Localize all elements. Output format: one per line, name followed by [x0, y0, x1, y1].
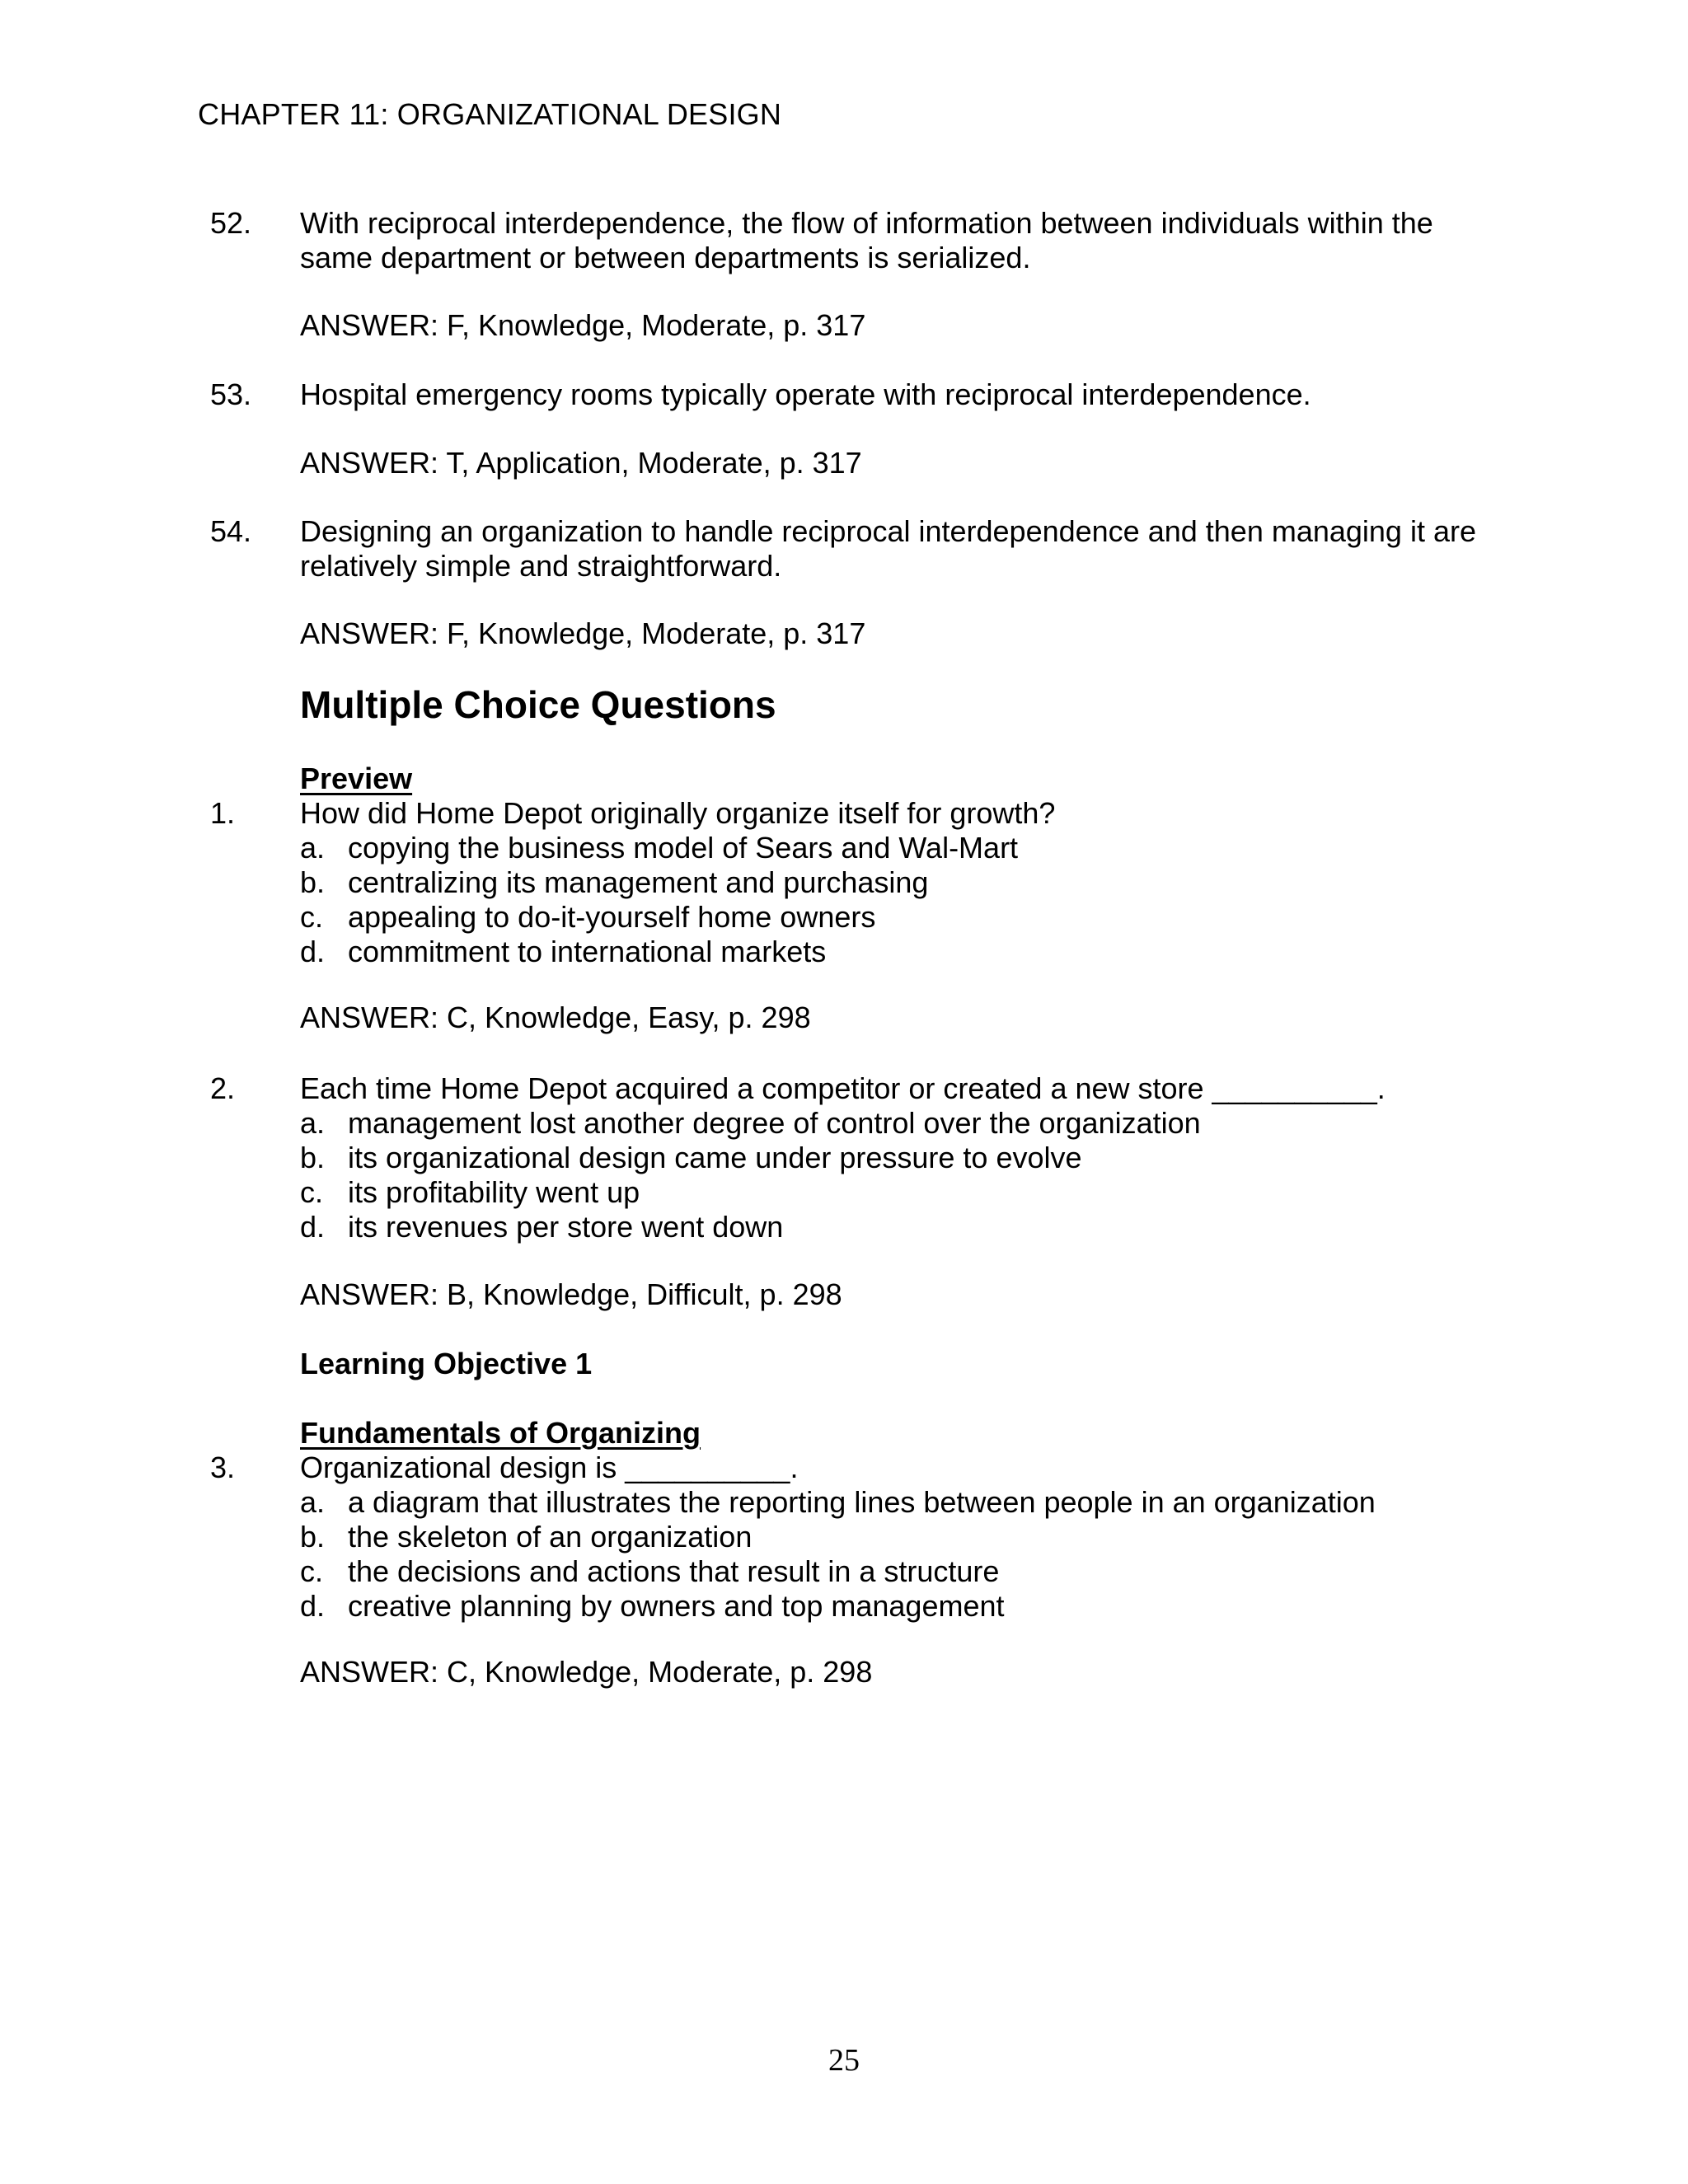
option-b: [300, 1520, 1376, 1554]
question-number: 53.: [210, 377, 252, 411]
option-text: creative planning by owners and top management: [348, 1589, 1005, 1623]
fundamentals-label: Fundamentals of Organizing: [300, 1416, 701, 1450]
question-text: With reciprocal interdependence, the flow of information between individuals within the same department or between departments is serialized.: [300, 206, 1433, 274]
option-letter: b.: [300, 865, 326, 899]
option-b: [300, 1141, 1201, 1175]
question-number: 52.: [210, 206, 252, 240]
question-text: Organizational design is __________.: [300, 1451, 799, 1484]
option-letter: a.: [300, 1106, 326, 1140]
option-letter: b.: [300, 1141, 326, 1174]
option-a: [300, 831, 1018, 865]
option-a: [300, 1106, 1201, 1141]
option-letter: c.: [300, 900, 324, 934]
question-number: 2.: [210, 1071, 236, 1105]
option-c: [300, 1175, 1201, 1210]
option-letter: b.: [300, 1520, 326, 1554]
option-letter: a.: [300, 1485, 326, 1519]
question-number: 1.: [210, 796, 236, 830]
option-text: its profitability went up: [348, 1175, 640, 1209]
answer-line: ANSWER: C, Knowledge, Easy, p. 298: [300, 1001, 811, 1034]
option-text: centralizing its management and purchasing: [348, 865, 929, 899]
option-d: [300, 1589, 1376, 1624]
option-text: its organizational design came under pressure to evolve: [348, 1141, 1082, 1174]
option-text: the skeleton of an organization: [348, 1520, 753, 1554]
option-letter: d.: [300, 1210, 326, 1244]
option-list: [300, 1106, 1201, 1244]
option-list: [300, 1485, 1376, 1624]
learning-objective-label: Learning Objective 1: [300, 1347, 593, 1380]
answer-line: ANSWER: B, Knowledge, Difficult, p. 298: [300, 1277, 842, 1311]
question-number: 3.: [210, 1451, 236, 1484]
option-c: [300, 900, 1018, 935]
answer-line: ANSWER: F, Knowledge, Moderate, p. 317: [300, 616, 866, 650]
option-text: management lost another degree of control over the organization: [348, 1106, 1201, 1140]
option-list: [300, 831, 1018, 969]
answer-line: ANSWER: F, Knowledge, Moderate, p. 317: [300, 308, 866, 342]
option-text: appealing to do-it-yourself home owners: [348, 900, 876, 934]
option-letter: c.: [300, 1175, 324, 1209]
option-b: [300, 865, 1018, 900]
option-letter: d.: [300, 1589, 326, 1623]
question-text: Each time Home Depot acquired a competitor or created a new store __________.: [300, 1071, 1386, 1105]
option-c: [300, 1554, 1376, 1589]
option-text: copying the business model of Sears and Wal-Mart: [348, 831, 1019, 865]
answer-line: ANSWER: T, Application, Moderate, p. 317: [300, 446, 862, 480]
option-text: commitment to international markets: [348, 935, 827, 968]
option-a: [300, 1485, 1376, 1520]
option-letter: a.: [300, 831, 326, 865]
question-number: 54.: [210, 514, 252, 548]
option-d: [300, 935, 1018, 969]
page-number: 25: [828, 2043, 860, 2078]
option-letter: c.: [300, 1554, 324, 1588]
option-text: a diagram that illustrates the reporting lines between people in an organization: [348, 1485, 1376, 1519]
answer-line: ANSWER: C, Knowledge, Moderate, p. 298: [300, 1655, 873, 1689]
option-text: the decisions and actions that result in a structure: [348, 1554, 1000, 1588]
option-letter: d.: [300, 935, 326, 968]
chapter-title: CHAPTER 11: ORGANIZATIONAL DESIGN: [198, 97, 782, 131]
preview-label: Preview: [300, 762, 413, 795]
option-text: its revenues per store went down: [348, 1210, 784, 1244]
question-text: Hospital emergency rooms typically operate with reciprocal interdependence.: [300, 377, 1311, 411]
question-text: How did Home Depot originally organize itself for growth?: [300, 796, 1056, 830]
question-text: Designing an organization to handle reciprocal interdependence and then managing it are relatively simple and straightforward.: [300, 514, 1476, 583]
section-heading: Multiple Choice Questions: [300, 683, 776, 726]
option-d: [300, 1210, 1201, 1244]
